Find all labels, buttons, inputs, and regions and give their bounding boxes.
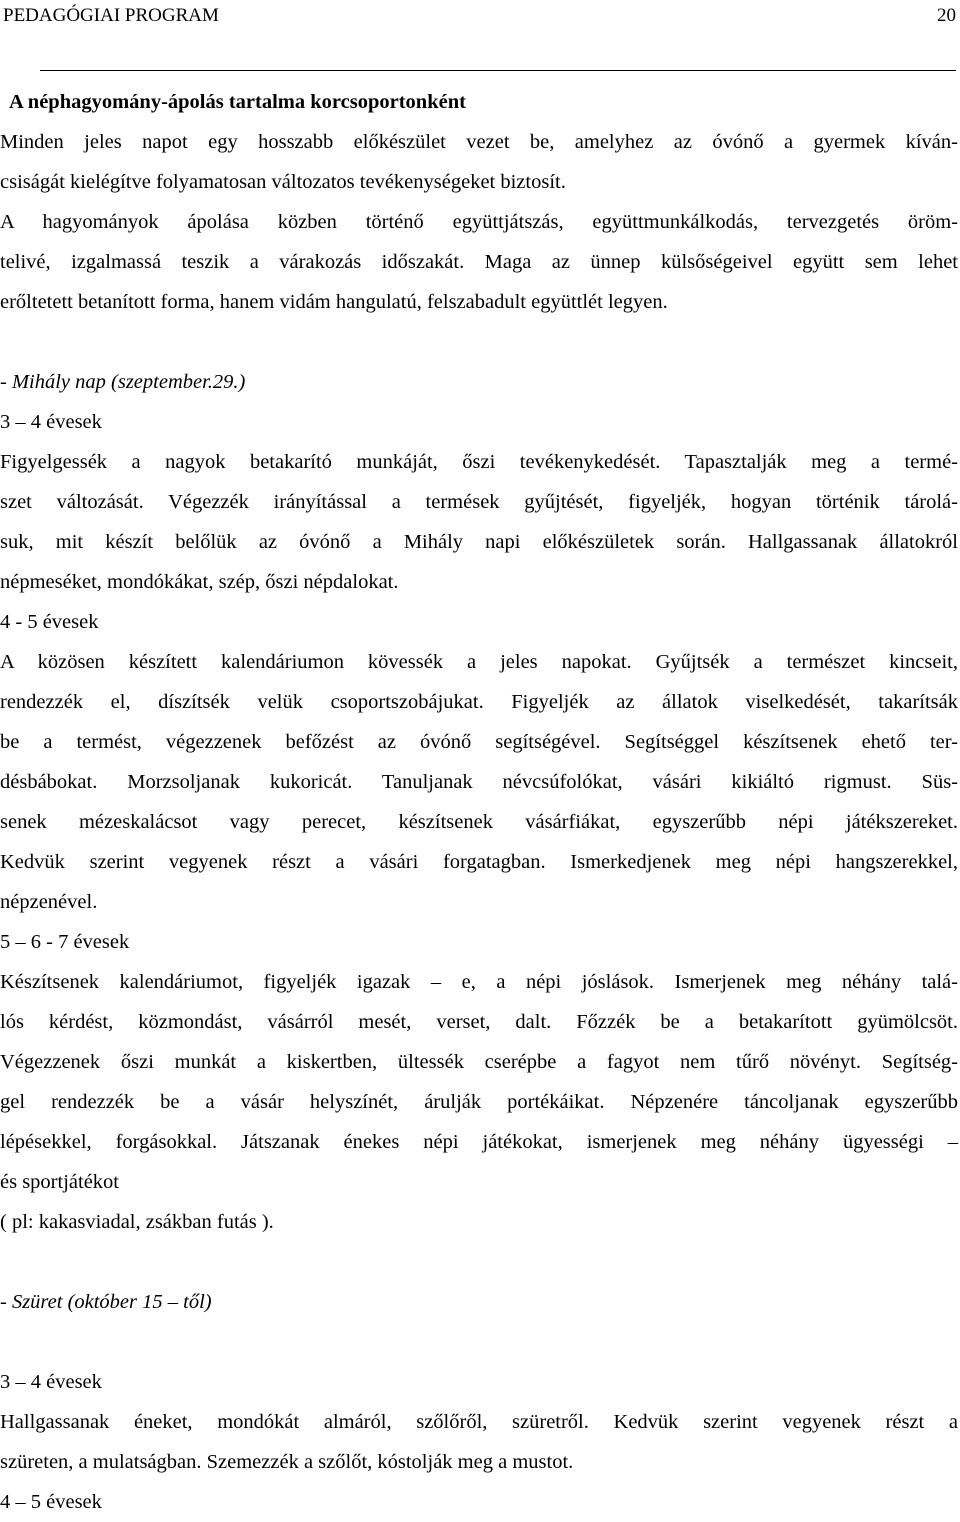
document-body — [0, 82, 958, 1522]
paragraph-line: Hallgassanak éneket, mondókát almáról, szőlőről, szüretről. Kedvük szerint vegyenek részt a — [0, 1411, 958, 1433]
age-group-label: 4 – 5 évesek — [0, 1491, 102, 1513]
mihaly-heading: - Mihály nap (szeptember.29.) — [0, 371, 246, 393]
paragraph-line: désbábokat. Morzsoljanak kukoricát. Tanuljanak névcsúfolókat, vásári kikiáltó rigmust. Süs- — [0, 771, 958, 793]
intro-line: telivé, izgalmassá teszik a várakozás időszakát. Maga az ünnep külsőségeivel együtt sem lehet — [0, 251, 958, 273]
paragraph-line: Figyelgessék a nagyok betakarító munkáját, őszi tevékenykedését. Tapasztalják meg a termé- — [0, 451, 958, 473]
intro-line: csiságát kielégítve folyamatosan változatos tevékenységeket biztosít. — [0, 171, 566, 193]
age-group-label: 5 – 6 - 7 évesek — [0, 931, 130, 953]
age-group-label: 3 – 4 évesek — [0, 411, 102, 433]
paragraph-line: lós kérdést, közmondást, vásárról mesét, verset, dalt. Főzzék be a betakarított gyümölcsöt. — [0, 1011, 958, 1033]
paragraph-line: A közösen készített kalendáriumon kövessék a jeles napokat. Gyűjtsék a természet kincseit, — [0, 651, 958, 673]
header-title: PEDAGÓGIAI PROGRAM — [3, 5, 219, 26]
paragraph-line: Készítsenek kalendáriumot, figyeljék igazak – e, a népi jóslások. Ismerjenek meg néhány talá- — [0, 971, 958, 993]
header-rule — [40, 70, 956, 71]
paragraph-line: gel rendezzék be a vásár helyszínét, árulják portékáikat. Népzenére táncoljanak egyszerűbb — [0, 1091, 958, 1113]
spacer — [0, 322, 958, 362]
paragraph-line: népzenével. — [0, 891, 98, 913]
paragraph-line: szüreten, a mulatságban. Szemezzék a szőlőt, kóstolják meg a mustot. — [0, 1451, 574, 1473]
spacer — [0, 1242, 958, 1282]
page-number: 20 — [937, 5, 956, 26]
paragraph-line: szet változását. Végezzék irányítással a termések gyűjtését, figyeljék, hogyan történik tárolá- — [0, 491, 958, 513]
intro-line: Minden jeles napot egy hosszabb előkészület vezet be, amelyhez az óvónő a gyermek kíván- — [0, 131, 958, 153]
page-header — [0, 4, 960, 28]
intro-line: A hagyományok ápolása közben történő együttjátszás, együttmunkálkodás, tervezgetés öröm- — [0, 211, 958, 233]
paragraph-line: suk, mit készít belőlük az óvónő a Mihály napi előkészületek során. Hallgassanak állatokról — [0, 531, 958, 553]
paragraph-line: ( pl: kakasviadal, zsákban futás ). — [0, 1211, 274, 1233]
paragraph-line: és sportjátékot — [0, 1171, 119, 1193]
paragraph-line: senek mézeskalácsot vagy perecet, készítsenek vásárfiákat, egyszerűbb népi játékszereket. — [0, 811, 958, 833]
paragraph-line: rendezzék el, díszítsék velük csoportszobájukat. Figyeljék az állatok viselkedését, takarítsák — [0, 691, 958, 713]
section-title: A néphagyomány-ápolás tartalma korcsoportonként — [9, 91, 466, 113]
age-group-label: 3 – 4 évesek — [0, 1371, 102, 1393]
paragraph-line: népmeséket, mondókákat, szép, őszi népdalokat. — [0, 571, 399, 593]
intro-line: erőltetett betanított forma, hanem vidám hangulatú, felszabadult együttlét legyen. — [0, 291, 668, 313]
spacer — [0, 1322, 958, 1362]
szuret-heading: - Szüret (október 15 – től) — [0, 1291, 212, 1313]
age-group-label: 4 - 5 évesek — [0, 611, 99, 633]
paragraph-line: Kedvük szerint vegyenek részt a vásári forgatagban. Ismerkedjenek meg népi hangszerekkel, — [0, 851, 958, 873]
paragraph-line: be a termést, végezzenek befőzést az óvónő segítségével. Segítséggel készítsenek ehető ter- — [0, 731, 958, 753]
paragraph-line: lépésekkel, forgásokkal. Játszanak énekes népi játékokat, ismerjenek meg néhány ügyességi – — [0, 1131, 958, 1153]
paragraph-line: Végezzenek őszi munkát a kiskertben, ültessék cserépbe a fagyot nem tűrő növényt. Segítség- — [0, 1051, 958, 1073]
